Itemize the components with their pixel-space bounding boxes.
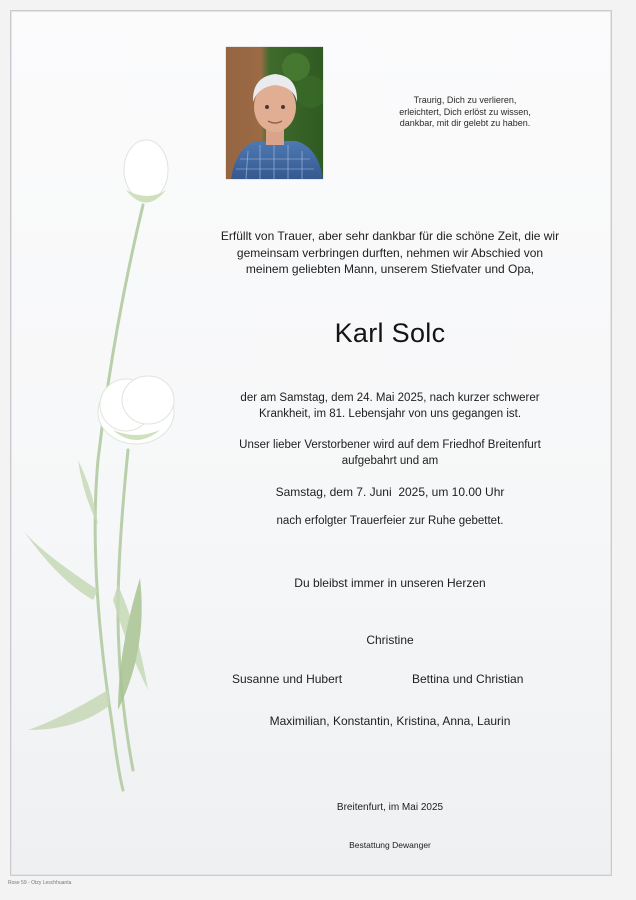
portrait-photo bbox=[226, 47, 323, 179]
deceased-name: Karl Solc bbox=[334, 318, 446, 348]
quote-line: Traurig, Dich zu verlieren, bbox=[413, 95, 517, 105]
burial-line: aufgebahrt und am bbox=[341, 455, 439, 467]
family-spouse: Christine bbox=[366, 633, 414, 647]
quote-line: dankbar, mit dir gelebt zu haben. bbox=[399, 118, 531, 128]
intro-text bbox=[190, 228, 590, 278]
memorial-quote bbox=[380, 95, 550, 130]
family-left: Susanne und Hubert bbox=[232, 672, 343, 686]
intro-line: gemeinsam verbringen durften, nehmen wir Abschied von bbox=[236, 245, 544, 260]
quote-line: erleichtert, Dich erlöst zu wissen, bbox=[399, 106, 531, 117]
white-rose-illustration bbox=[18, 130, 178, 810]
burial-notice bbox=[190, 437, 590, 469]
burial-line: Unser lieber Verstorbener wird auf dem Friedhof Breitenfurt bbox=[239, 439, 541, 451]
funeral-home: Bestattung Dewanger bbox=[349, 840, 431, 850]
place-date: Breitenfurt, im Mai 2025 bbox=[336, 802, 444, 813]
footer-credit: Rose 59 - Otzy Leschhuanta bbox=[8, 880, 72, 886]
after-service-text: nach erfolgter Trauerfeier zur Ruhe gebettet. bbox=[276, 515, 504, 527]
intro-line: Erfüllt von Trauer, aber sehr dankbar für die schöne Zeit, die wir bbox=[220, 229, 560, 243]
death-notice-line: Krankheit, im 81. Lebensjahr von uns gegangen ist. bbox=[258, 408, 522, 420]
motto: Du bleibst immer in unseren Herzen bbox=[294, 576, 486, 590]
death-notice-line: der am Samstag, dem 24. Mai 2025, nach kurzer schwerer bbox=[240, 392, 540, 404]
intro-line: meinem geliebten Mann, unserem Stiefvater und Opa, bbox=[245, 262, 535, 276]
family-grandchildren: Maximilian, Konstantin, Kristina, Anna, Laurin bbox=[269, 714, 511, 728]
family-right: Bettina und Christian bbox=[412, 672, 524, 686]
death-notice bbox=[190, 390, 590, 422]
burial-date: Samstag, dem 7. Juni 2025, um 10.00 Uhr bbox=[275, 485, 505, 499]
